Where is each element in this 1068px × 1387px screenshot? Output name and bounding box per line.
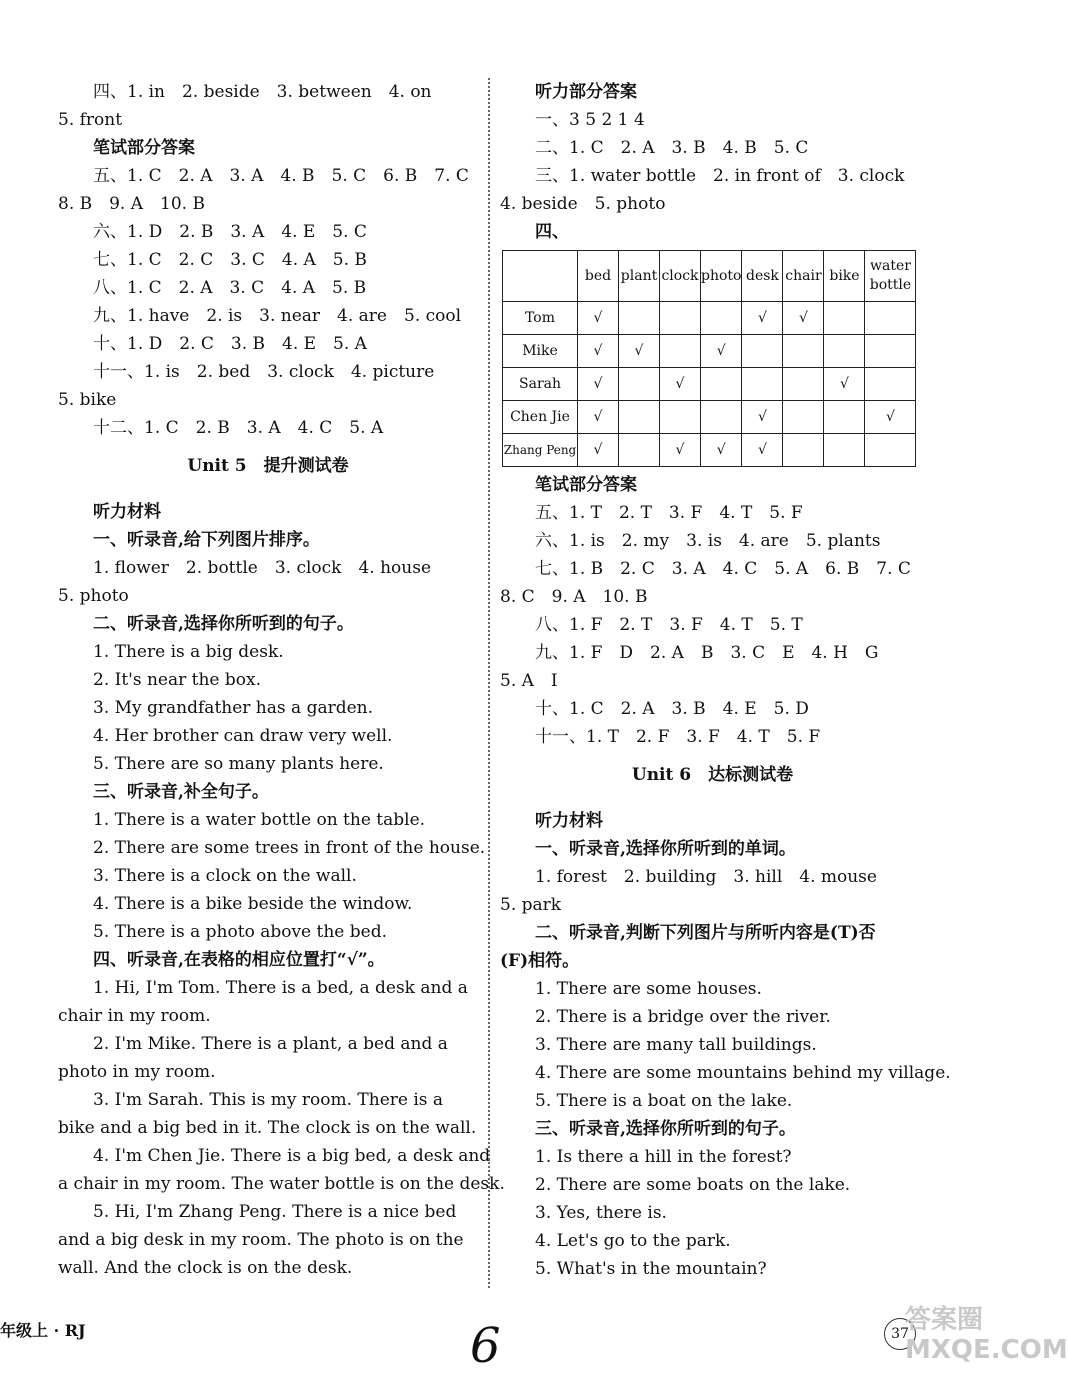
column-header: desk [742, 251, 783, 302]
answer-line: chair in my room. [58, 1006, 211, 1026]
section-heading: Unit 5 提升测试卷 [187, 456, 349, 476]
answer-line: 8. B 9. A 10. B [58, 194, 205, 214]
section-label: 笔试部分答案 [93, 138, 195, 158]
check-mark-cell: √ [783, 302, 824, 335]
empty-cell [865, 368, 916, 401]
section-label: 听力材料 [535, 811, 603, 831]
answer-line: 2. It's near the box. [93, 670, 261, 690]
answer-line: 七、1. C 2. C 3. C 4. A 5. B [93, 250, 367, 270]
page-number: 37 [884, 1318, 916, 1350]
row-name: Tom [503, 302, 578, 335]
right-top-block [500, 78, 925, 246]
answer-line: 4. There are some mountains behind my village. [535, 1063, 951, 1083]
check-mark-cell: √ [660, 434, 701, 467]
empty-cell [783, 368, 824, 401]
check-mark-cell: √ [701, 434, 742, 467]
section-label: 二、听录音,判断下列图片与所听内容是(T)否 [535, 923, 876, 943]
column-divider [488, 78, 490, 1288]
section-label: 听力材料 [93, 502, 161, 522]
check-mark-cell: √ [742, 434, 783, 467]
section-label: 一、听录音,给下列图片排序。 [93, 530, 320, 550]
handwritten-mark: 6 [470, 1318, 501, 1374]
answer-line: 五、1. T 2. T 3. F 4. T 5. F [535, 503, 803, 523]
section-label: 听力部分答案 [535, 82, 637, 102]
watermark-logo: 答案圈 MXQE.COM [905, 1305, 1068, 1365]
answer-line: 八、1. C 2. A 3. C 4. A 5. B [93, 278, 367, 298]
answer-line: 1. forest 2. building 3. hill 4. mouse [535, 867, 877, 887]
check-mark-cell: √ [865, 401, 916, 434]
answer-line: 1. There is a water bottle on the table. [93, 810, 426, 830]
answer-line: 三、1. water bottle 2. in front of 3. clock [535, 166, 905, 186]
column-header: plant [619, 251, 660, 302]
answer-line: 5. There is a boat on the lake. [535, 1091, 793, 1111]
answer-line: 六、1. D 2. B 3. A 4. E 5. C [93, 222, 367, 242]
column-header: photo [701, 251, 742, 302]
left-column [58, 78, 505, 1282]
answer-line: 5. bike [58, 390, 117, 410]
section-label: 三、听录音,补全句子。 [93, 782, 269, 802]
check-mark-cell: √ [742, 302, 783, 335]
check-mark-cell: √ [578, 335, 619, 368]
answer-line: 十二、1. C 2. B 3. A 4. C 5. A [93, 418, 384, 438]
answer-line: 4. Let's go to the park. [535, 1231, 731, 1251]
section-label: 三、听录音,选择你所听到的句子。 [535, 1119, 796, 1139]
answer-line: 十、1. C 2. A 3. B 4. E 5. D [535, 699, 809, 719]
section-label: 四、 [535, 222, 569, 242]
empty-cell [660, 401, 701, 434]
table-row [503, 434, 916, 467]
answer-line: 2. There is a bridge over the river. [535, 1007, 831, 1027]
column-header: bed [578, 251, 619, 302]
answer-line: and a big desk in my room. The photo is on the [58, 1230, 464, 1250]
row-name: Sarah [503, 368, 578, 401]
empty-cell [824, 401, 865, 434]
answer-line: 5. There is a photo above the bed. [93, 922, 387, 942]
answer-line: 5. park [500, 895, 562, 915]
empty-cell [783, 401, 824, 434]
empty-cell [824, 335, 865, 368]
answer-line: 2. There are some trees in front of the house. [93, 838, 486, 858]
column-header: chair [783, 251, 824, 302]
table-body [503, 302, 916, 467]
answer-line: 8. C 9. A 10. B [500, 587, 648, 607]
answer-line: 七、1. B 2. C 3. A 4. C 5. A 6. B 7. C [535, 559, 911, 579]
table-row [503, 368, 916, 401]
answer-line: 八、1. F 2. T 3. F 4. T 5. T [535, 615, 803, 635]
empty-cell [783, 434, 824, 467]
section-heading: Unit 6 达标测试卷 [631, 765, 794, 785]
answer-line: 4. beside 5. photo [500, 194, 666, 214]
table-row [503, 401, 916, 434]
check-mark-cell: √ [619, 335, 660, 368]
check-mark-cell: √ [578, 434, 619, 467]
section-label: (F)相符。 [500, 951, 580, 971]
answer-line: 四、1. in 2. beside 3. between 4. on [93, 82, 432, 102]
answer-line: 5. A I [500, 671, 558, 691]
answer-line: 5. What's in the mountain? [535, 1259, 767, 1279]
row-name: Zhang Peng [503, 434, 578, 467]
answer-line: 1. flower 2. bottle 3. clock 4. house [93, 558, 432, 578]
empty-cell [619, 302, 660, 335]
check-mark-cell: √ [578, 401, 619, 434]
table-header-row [503, 251, 916, 302]
empty-cell [824, 434, 865, 467]
empty-cell [619, 401, 660, 434]
empty-cell [619, 434, 660, 467]
answer-line: 六、1. is 2. my 3. is 4. are 5. plants [535, 531, 881, 551]
check-mark-cell: √ [701, 335, 742, 368]
answer-line: photo in my room. [58, 1062, 216, 1082]
column-header: clock [660, 251, 701, 302]
section-label: 笔试部分答案 [535, 475, 637, 495]
right-bottom-block [500, 471, 951, 1283]
answer-line: 2. There are some boats on the lake. [535, 1175, 851, 1195]
answer-line: 九、1. have 2. is 3. near 4. are 5. cool [93, 306, 462, 326]
answer-line: 3. Yes, there is. [535, 1203, 667, 1223]
answer-line: 一、3 5 2 1 4 [535, 110, 645, 130]
answer-line: 1. Hi, I'm Tom. There is a bed, a desk and a [93, 978, 468, 998]
right-column [500, 78, 951, 1283]
answer-line: 4. There is a bike beside the window. [93, 894, 413, 914]
check-mark-cell: √ [578, 368, 619, 401]
empty-cell [701, 368, 742, 401]
answer-line: 5. There are so many plants here. [93, 754, 384, 774]
answer-line: 1. There are some houses. [535, 979, 762, 999]
check-mark-cell: √ [742, 401, 783, 434]
empty-cell [701, 302, 742, 335]
empty-cell [783, 335, 824, 368]
checklist-table [502, 250, 916, 467]
empty-cell [660, 335, 701, 368]
answer-line: 4. Her brother can draw very well. [93, 726, 393, 746]
section-label: 四、听录音,在表格的相应位置打“√”。 [93, 950, 385, 970]
answer-line: 4. I'm Chen Jie. There is a big bed, a desk and [93, 1146, 491, 1166]
empty-cell [660, 302, 701, 335]
answer-line: 3. My grandfather has a garden. [93, 698, 374, 718]
answer-line: 5. Hi, I'm Zhang Peng. There is a nice bed [93, 1202, 457, 1222]
row-name: Mike [503, 335, 578, 368]
check-mark-cell: √ [824, 368, 865, 401]
answer-line: 1. Is there a hill in the forest? [535, 1147, 792, 1167]
section-label: 二、听录音,选择你所听到的句子。 [93, 614, 354, 634]
answer-line: 3. I'm Sarah. This is my room. There is a [93, 1090, 444, 1110]
answer-line: 五、1. C 2. A 3. A 4. B 5. C 6. B 7. C [93, 166, 469, 186]
answer-line: 二、1. C 2. A 3. B 4. B 5. C [535, 138, 809, 158]
answer-line: a chair in my room. The water bottle is on the desk. [58, 1174, 505, 1194]
answer-line: 2. I'm Mike. There is a plant, a bed and a [93, 1034, 448, 1054]
empty-cell [619, 368, 660, 401]
empty-cell [742, 368, 783, 401]
answer-line: 十、1. D 2. C 3. B 4. E 5. A [93, 334, 367, 354]
row-name: Chen Jie [503, 401, 578, 434]
check-mark-cell: √ [660, 368, 701, 401]
answer-line: bike and a big bed in it. The clock is on the wall. [58, 1118, 477, 1138]
answer-line: wall. And the clock is on the desk. [58, 1258, 353, 1278]
empty-cell [865, 434, 916, 467]
answer-line: 十一、1. is 2. bed 3. clock 4. picture [93, 362, 435, 382]
section-label: 一、听录音,选择你所听到的单词。 [535, 839, 796, 859]
answer-line: 1. There is a big desk. [93, 642, 284, 662]
answer-line: 十一、1. T 2. F 3. F 4. T 5. F [535, 727, 821, 747]
empty-cell [865, 302, 916, 335]
column-header: water bottle [865, 251, 916, 302]
answer-line: 3. There are many tall buildings. [535, 1035, 817, 1055]
grade-label: 年级上 · RJ [0, 1321, 86, 1340]
empty-cell [865, 335, 916, 368]
answer-line: 5. front [58, 110, 123, 130]
table-corner-cell [503, 251, 578, 302]
check-mark-cell: √ [578, 302, 619, 335]
answer-line: 3. There is a clock on the wall. [93, 866, 357, 886]
table-row [503, 335, 916, 368]
empty-cell [742, 335, 783, 368]
column-header: bike [824, 251, 865, 302]
empty-cell [824, 302, 865, 335]
table-row [503, 302, 916, 335]
answer-line: 5. photo [58, 586, 129, 606]
empty-cell [701, 401, 742, 434]
answer-line: 九、1. F D 2. A B 3. C E 4. H G [535, 643, 879, 663]
